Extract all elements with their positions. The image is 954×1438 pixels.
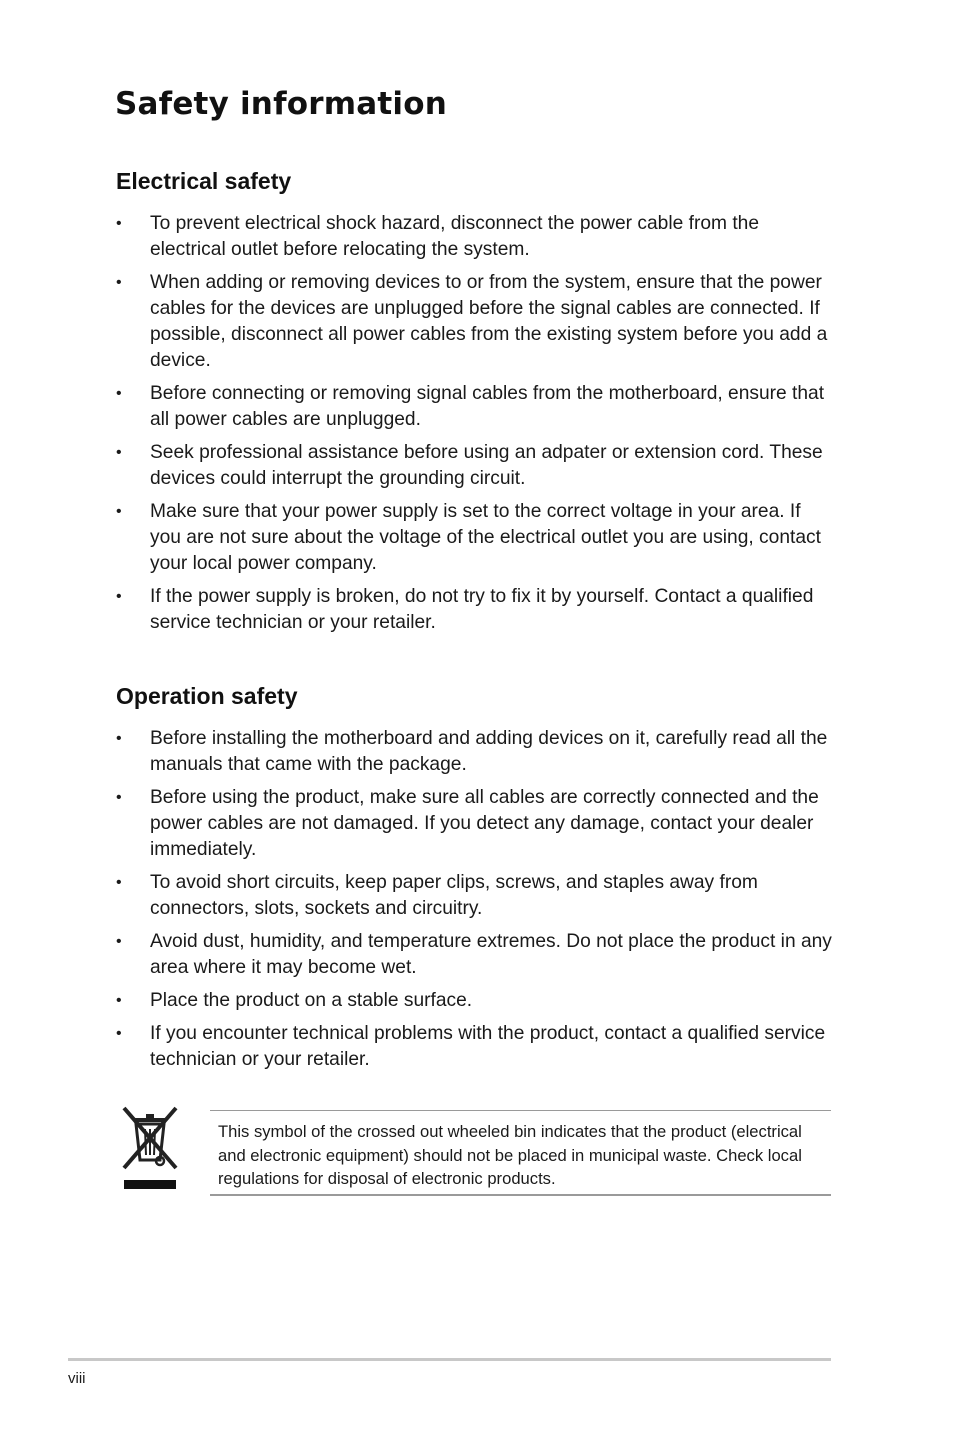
list-item-text: Place the product on a stable surface. <box>150 990 473 1011</box>
bullet-icon: • <box>116 588 122 605</box>
electrical-safety-heading: Electrical safety <box>116 168 292 194</box>
list-item-text: To prevent electrical shock hazard, disconnect the power cable from the electrical outlet before relocating the system. <box>150 213 759 260</box>
page-title: Safety information <box>115 86 447 122</box>
list-item <box>116 726 836 778</box>
bullet-icon: • <box>116 874 122 891</box>
list-item-text: Avoid dust, humidity, and temperature extremes. Do not place the product in any area where it may become wet. <box>150 931 832 978</box>
list-item-text: If the power supply is broken, do not try to fix it by yourself. Contact a qualified service technician or your retailer. <box>150 586 814 633</box>
list-item <box>116 499 836 577</box>
bullet-icon: • <box>116 444 122 461</box>
list-item-text: Before installing the motherboard and adding devices on it, carefully read all the manuals that came with the package. <box>150 728 828 775</box>
operation-safety-list <box>116 726 836 1080</box>
list-item-text: When adding or removing devices to or from the system, ensure that the power cables for the devices are unplugged before the signal cables are connected. If possible, disconnect all power cables from the existing system before you add a device. <box>150 272 828 371</box>
list-item-text: Before using the product, make sure all cables are correctly connected and the power cables are not damaged. If you detect any damage, contact your dealer immediately. <box>150 787 819 860</box>
electrical-safety-list <box>116 211 836 643</box>
bullet-icon: • <box>116 1025 122 1042</box>
list-item-text: Before connecting or removing signal cables from the motherboard, ensure that all power cables are unplugged. <box>150 383 825 430</box>
bullet-icon: • <box>116 503 122 520</box>
list-item <box>116 584 836 636</box>
footer-divider <box>68 1358 831 1361</box>
list-item <box>116 1021 836 1073</box>
crossed-out-wheeled-bin-icon <box>120 1104 180 1192</box>
weee-notice-box <box>210 1110 831 1196</box>
list-item <box>116 870 836 922</box>
bullet-icon: • <box>116 992 122 1009</box>
bullet-icon: • <box>116 215 122 232</box>
list-item-text: Make sure that your power supply is set to the correct voltage in your area. If you are not sure about the voltage of the electrical outlet you are using, contact your local power company. <box>150 501 821 574</box>
list-item <box>116 381 836 433</box>
operation-safety-heading: Operation safety <box>116 683 298 709</box>
list-item <box>116 211 836 263</box>
list-item-text: If you encounter technical problems with the product, contact a qualified service technician or your retailer. <box>150 1023 826 1070</box>
bullet-icon: • <box>116 730 122 747</box>
list-item <box>116 988 836 1014</box>
bullet-icon: • <box>116 385 122 402</box>
bullet-icon: • <box>116 933 122 950</box>
list-item <box>116 929 836 981</box>
list-item <box>116 440 836 492</box>
weee-notice-text: This symbol of the crossed out wheeled bin indicates that the product (electrical and electronic equipment) should not be placed in municipal waste. Check local regulations for disposal of electronic products. <box>218 1122 802 1188</box>
list-item <box>116 785 836 863</box>
list-item <box>116 270 836 374</box>
list-item-text: Seek professional assistance before using an adpater or extension cord. These devices could interrupt the grounding circuit. <box>150 442 823 489</box>
bullet-icon: • <box>116 789 122 806</box>
bullet-icon: • <box>116 274 122 291</box>
list-item-text: To avoid short circuits, keep paper clips, screws, and staples away from connectors, slots, sockets and circuitry. <box>150 872 758 919</box>
page-number: viii <box>68 1370 86 1387</box>
